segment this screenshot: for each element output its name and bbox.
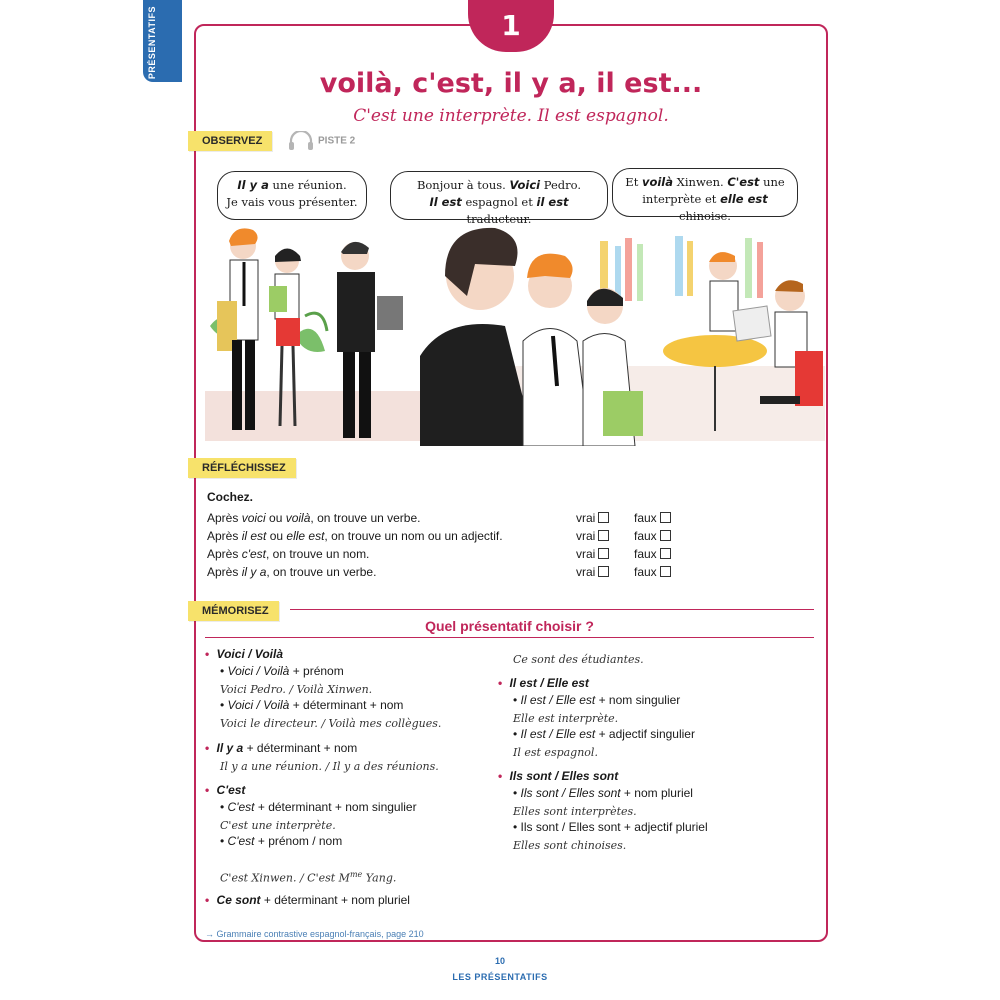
bubble-2-text2: espagnol et xyxy=(461,195,537,209)
rule-voici: • Voici / Voilà xyxy=(205,647,284,661)
rule-cesont: • Ce sont + déterminant + nom pluriel xyxy=(205,893,410,907)
bubble-3-line1: Et xyxy=(625,175,642,189)
bubble-1-text: une réunion. xyxy=(268,178,347,192)
bubble-2-text1: Pedro. xyxy=(540,178,582,192)
headphones-icon xyxy=(288,131,314,151)
bubble-3-line2: interprète et xyxy=(642,192,721,206)
memorisez-divider-bottom xyxy=(205,637,814,638)
example-cest-1: C'est une interprète. xyxy=(220,819,336,832)
statement-1: Après voici ou voilà, on trouve un verbe. xyxy=(207,511,421,525)
faux-checkbox-4[interactable]: faux xyxy=(634,565,671,579)
example-ilest-2: Il est espagnol. xyxy=(513,746,598,759)
example-ilssont-2: Elles sont chinoises. xyxy=(513,839,627,852)
bubble-3-text3: chinoise. xyxy=(679,209,731,223)
vrai-checkbox-4[interactable]: vrai xyxy=(576,565,609,579)
bubble-3-strong3: elle est xyxy=(720,192,768,206)
memorisez-divider-top xyxy=(290,609,814,610)
rule-cest-1: • C'est + déterminant + nom singulier xyxy=(220,800,417,814)
memorisez-tag: MÉMORISEZ xyxy=(188,601,279,621)
example-ilssont-1: Elles sont interprètes. xyxy=(513,805,637,818)
side-tab-label: PRÉSENTATIFS xyxy=(147,6,157,80)
statement-4: Après il y a, on trouve un verbe. xyxy=(207,565,377,579)
rule-ilest: • Il est / Elle est xyxy=(498,676,589,690)
vrai-checkbox-3[interactable]: vrai xyxy=(576,547,609,561)
rule-ilssont-1: • Ils sont / Elles sont + nom pluriel xyxy=(513,786,693,800)
rule-ilest-1: • Il est / Elle est + nom singulier xyxy=(513,693,681,707)
rule-cest: • C'est xyxy=(205,783,246,797)
observez-tag: OBSERVEZ xyxy=(188,131,272,151)
rule-cest-2: • C'est + prénom / nom xyxy=(220,834,343,848)
bubble-3-strong2: C'est xyxy=(727,175,760,189)
statement-3: Après c'est, on trouve un nom. xyxy=(207,547,370,561)
instruction: Cochez. xyxy=(207,490,254,504)
speech-bubble-1 xyxy=(217,171,367,220)
section-side-tab xyxy=(143,0,182,82)
rule-ilya: • Il y a + déterminant + nom xyxy=(205,741,358,755)
bubble-2-strong1: Voici xyxy=(509,178,541,192)
audio-track[interactable] xyxy=(288,131,355,151)
rule-ilssont: • Ils sont / Elles sont xyxy=(498,769,619,783)
bubble-3-text2: une xyxy=(759,175,785,189)
example-voici-2: Voici le directeur. / Voilà mes collègues. xyxy=(220,717,442,730)
vrai-checkbox-1[interactable]: vrai xyxy=(576,511,609,525)
example-voici-1: Voici Pedro. / Voilà Xinwen. xyxy=(220,683,373,696)
bubble-3-text1: Xinwen. xyxy=(673,175,728,189)
statement-2: Après il est ou elle est, on trouve un nom ou un adjectif. xyxy=(207,529,503,543)
speech-bubble-3 xyxy=(612,168,798,223)
rule-voici-2: • Voici / Voilà + déterminant + nom xyxy=(220,698,404,712)
bubble-1-line2: Je vais vous présenter. xyxy=(226,195,358,209)
memorisez-heading: Quel présentatif choisir ? xyxy=(425,618,594,634)
reflechissez-tag: RÉFLÉCHISSEZ xyxy=(188,458,296,478)
example-cest-2: C'est Xinwen. / C'est $M^{me}$ Yang. xyxy=(220,870,397,885)
lesson-number-badge: 1 xyxy=(468,0,554,52)
bubble-2-strong3: il est xyxy=(536,195,569,209)
faux-checkbox-3[interactable]: faux xyxy=(634,547,671,561)
rule-ilest-2: • Il est / Elle est + adjectif singulier xyxy=(513,727,695,741)
bubble-1-strong: Il y a xyxy=(237,178,269,192)
audio-track-label: PISTE 2 xyxy=(318,135,356,147)
bubble-2-line1: Bonjour à tous. xyxy=(416,178,510,192)
bubble-3-strong1: voilà xyxy=(641,175,674,189)
faux-checkbox-1[interactable]: faux xyxy=(634,511,671,525)
bubble-2-strong2: Il est xyxy=(429,195,462,209)
page-number: 10 xyxy=(494,956,505,966)
page-section-title: LES PRÉSENTATIFS xyxy=(452,972,548,982)
rule-voici-1: • Voici / Voilà + prénom xyxy=(220,664,344,678)
lesson-subtitle: C'est une interprète. Il est espagnol. xyxy=(353,106,669,126)
example-ilest-1: Elle est interprète. xyxy=(513,712,619,725)
bubble-2-text3: traducteur. xyxy=(466,212,532,226)
rule-ilssont-2: • Ils sont / Elles sont + adjectif pluriel xyxy=(513,820,708,834)
faux-checkbox-2[interactable]: faux xyxy=(634,529,671,543)
grammar-reference-link[interactable]: → Grammaire contrastive espagnol-français, page 210 xyxy=(205,929,424,939)
example-cesont: Ce sont des étudiantes. xyxy=(513,653,644,666)
lesson-title: voilà, c'est, il y a, il est... xyxy=(319,68,703,99)
example-ilya: Il y a une réunion. / Il y a des réunions. xyxy=(220,760,439,773)
speech-bubble-2 xyxy=(390,171,608,226)
vrai-checkbox-2[interactable]: vrai xyxy=(576,529,609,543)
